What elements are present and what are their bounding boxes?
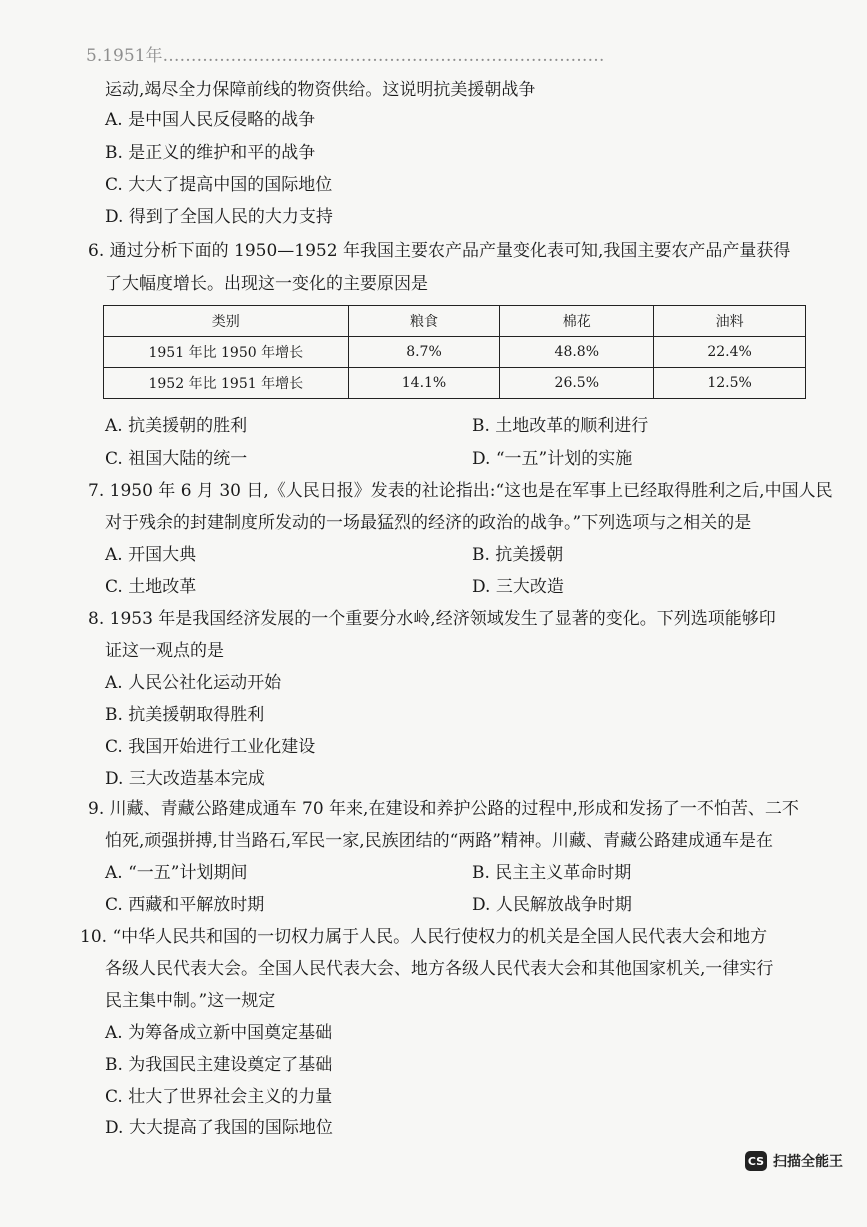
table-header-cell: 粮食 [348,306,500,337]
table-cell: 48.8% [500,337,654,368]
q7-option-d: D. 三大改造 [472,577,564,597]
q7-option-a: A. 开国大典 [105,545,197,565]
table-cell: 1952 年比 1951 年增长 [104,368,349,399]
q6-stem-1: 6. 通过分析下面的 1950—1952 年我国主要农产品产量变化表可知,我国主要农产品产量获得 [88,241,791,261]
q7-option-c: C. 土地改革 [105,577,197,597]
table-cell: 22.4% [654,337,806,368]
q9-option-c: C. 西藏和平解放时期 [105,895,265,915]
watermark-text: 扫描全能王 [773,1154,843,1170]
q6-option-b: B. 土地改革的顺利进行 [472,416,649,436]
q10-option-a: A. 为筹备成立新中国奠定基础 [105,1023,333,1043]
q5-option-a: A. 是中国人民反侵略的战争 [105,110,316,130]
q5-option-b: B. 是正义的维护和平的战争 [105,143,316,163]
q7-stem-2: 对于残余的封建制度所发动的一场最猛烈的经济的政治的战争。”下列选项与之相关的是 [105,513,752,533]
q6-option-a: A. 抗美援朝的胜利 [105,416,248,436]
q6-option-d: D. “一五”计划的实施 [472,449,633,469]
q5-option-c: C. 大大了提高中国的国际地位 [105,175,333,195]
q10-option-c: C. 壮大了世界社会主义的力量 [105,1087,333,1107]
table-cell: 8.7% [348,337,500,368]
q10-stem-1: 10. “中华人民共和国的一切权力属于人民。人民行使权力的机关是全国人民代表大会和地方 [80,927,768,947]
q8-stem-1: 8. 1953 年是我国经济发展的一个重要分水岭,经济领域发生了显著的变化。下列选项能够印 [88,609,776,629]
table-cell: 14.1% [348,368,500,399]
q10-option-b: B. 为我国民主建设奠定了基础 [105,1055,333,1075]
q8-option-c: C. 我国开始进行工业化建设 [105,737,316,757]
table-header-cell: 油料 [654,306,806,337]
q10-option-d: D. 大大提高了我国的国际地位 [105,1118,333,1134]
table-header-cell: 类别 [104,306,349,337]
q10-stem-2: 各级人民代表大会。全国人民代表大会、地方各级人民代表大会和其他国家机关,一律实行 [105,959,774,979]
q8-option-a: A. 人民公社化运动开始 [105,673,282,693]
q9-stem-2: 怕死,顽强拼搏,甘当路石,军民一家,民族团结的“两路”精神。川藏、青藏公路建成通车是在 [105,831,773,851]
table-header-cell: 棉花 [500,306,654,337]
q5-stem: 运动,竭尽全力保障前线的物资供给。这说明抗美援朝战争 [105,80,536,100]
table-cell: 1951 年比 1950 年增长 [104,337,349,368]
q9-option-b: B. 民主主义革命时期 [472,863,632,883]
q6-option-c: C. 祖国大陆的统一 [105,449,248,469]
q8-option-b: B. 抗美援朝取得胜利 [105,705,265,725]
table-row [104,337,806,368]
production-table [103,305,806,399]
camscanner-icon: CS [745,1151,767,1171]
q7-stem-1: 7. 1950 年 6 月 30 日,《人民日报》发表的社论指出:“这也是在军事上已经取得胜利之后,中国人民 [88,481,833,501]
q9-option-a: A. “一五”计划期间 [105,863,248,883]
q5-cut-line: 5.1951年…………………………………………………………………… [86,46,605,66]
table-row [104,368,806,399]
q7-option-b: B. 抗美援朝 [472,545,564,565]
scanner-watermark [745,1151,843,1171]
q9-stem-1: 9. 川藏、青藏公路建成通车 70 年来,在建设和养护公路的过程中,形成和发扬了一不怕苦、二不 [88,799,799,819]
q6-stem-2: 了大幅度增长。出现这一变化的主要原因是 [105,274,428,294]
table-header-row [104,306,806,337]
q5-option-d: D. 得到了全国人民的大力支持 [105,207,333,227]
table-cell: 12.5% [654,368,806,399]
q8-stem-2: 证这一观点的是 [105,641,224,661]
q9-option-d: D. 人民解放战争时期 [472,895,632,915]
table-cell: 26.5% [500,368,654,399]
q10-stem-3: 民主集中制。”这一规定 [105,991,276,1011]
q8-option-d: D. 三大改造基本完成 [105,769,265,789]
